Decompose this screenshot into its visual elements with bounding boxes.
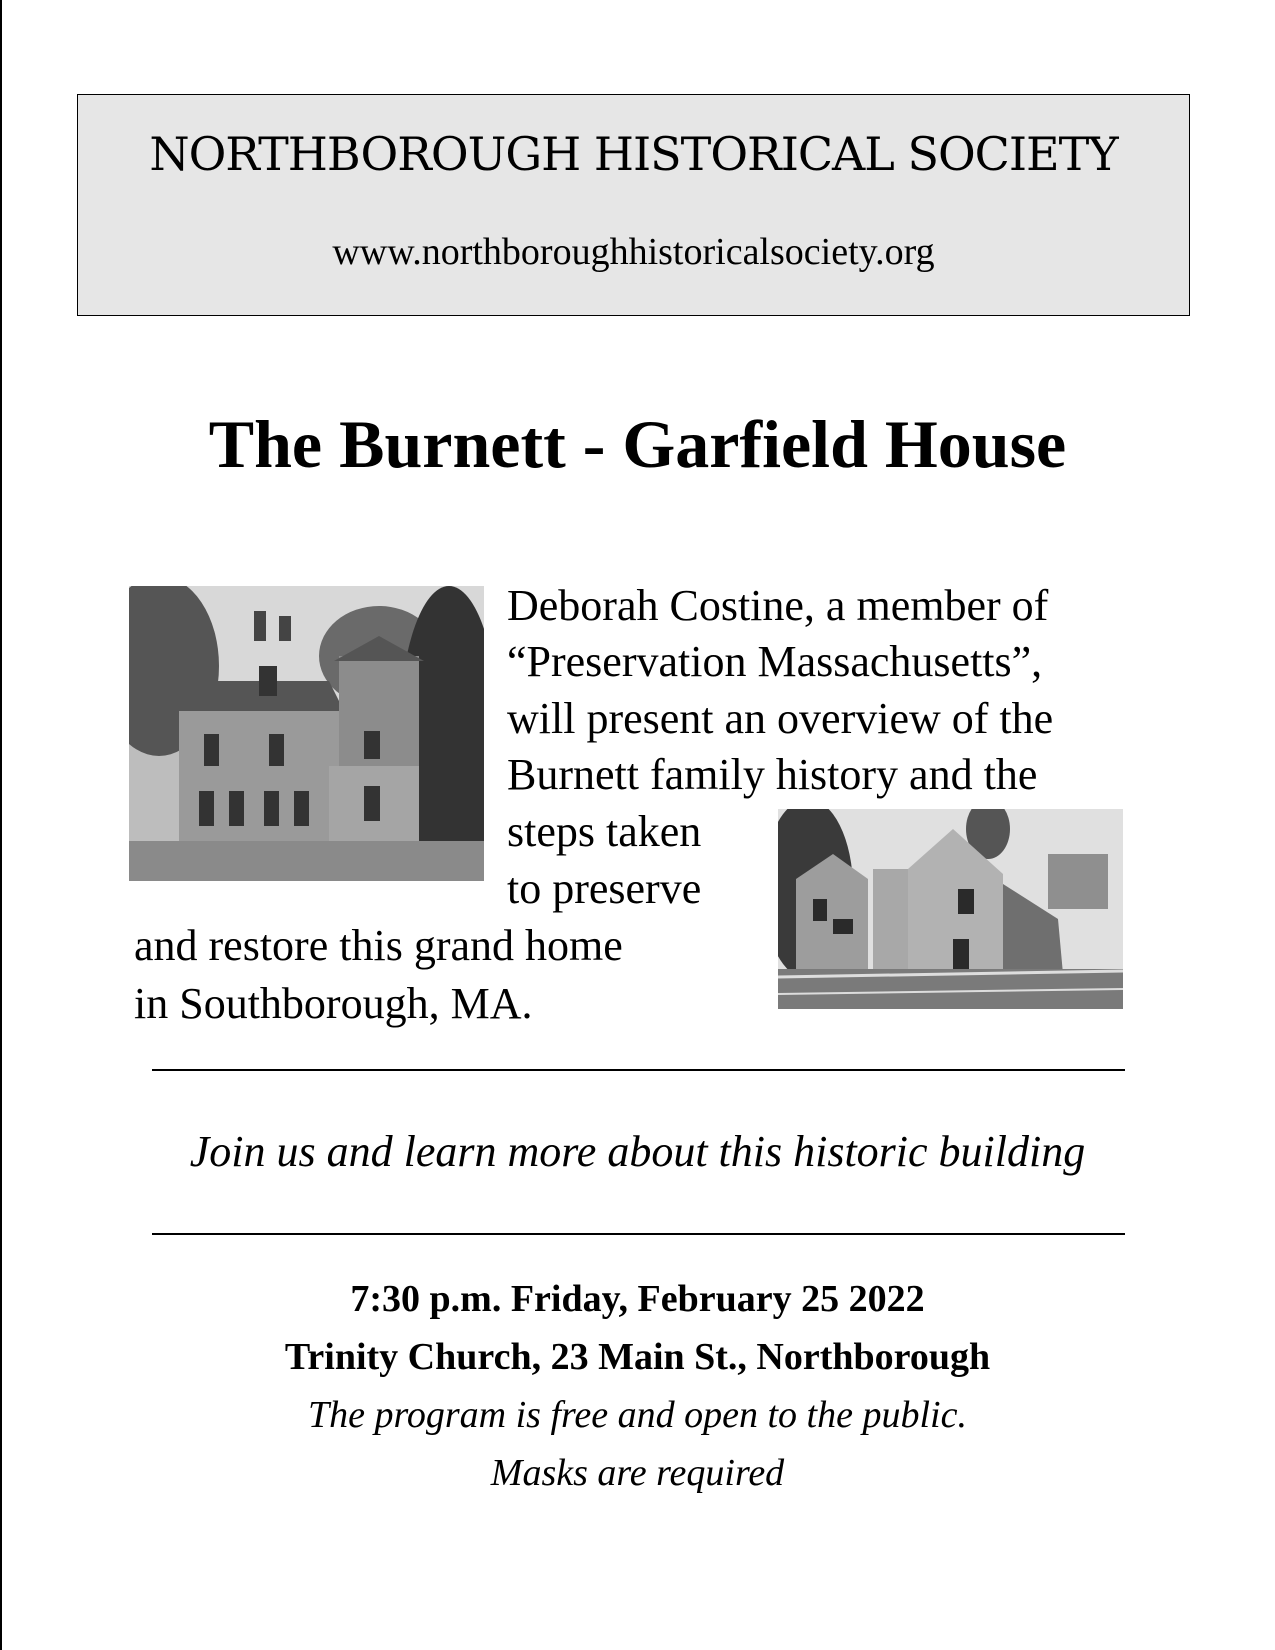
event-note: Masks are required xyxy=(490,1452,785,1494)
tagline: Join us and learn more about this historic building xyxy=(189,1127,1086,1176)
body-text-line: Deborah Costine, a member of xyxy=(507,581,1049,630)
body-text-line: “Preservation Massachusetts”, xyxy=(507,637,1043,686)
org-name: NORTHBOROUGH HISTORICAL SOCIETY xyxy=(149,127,1118,181)
body-text-line: will present an overview of the xyxy=(507,694,1054,743)
ruins-photo xyxy=(778,809,1123,1009)
house-photo xyxy=(129,586,484,881)
body-text-line: and restore this grand home xyxy=(134,921,623,970)
body-text-line: steps taken xyxy=(507,807,702,856)
body-text-line: in Southborough, MA. xyxy=(134,979,533,1028)
event-title: The Burnett - Garfield House xyxy=(208,406,1067,482)
header-box xyxy=(77,94,1190,316)
body-text-line: Burnett family history and the xyxy=(507,750,1038,799)
event-location: Trinity Church, 23 Main St., Northborough xyxy=(284,1336,991,1378)
event-note: The program is free and open to the public. xyxy=(308,1394,967,1436)
event-time-date: 7:30 p.m. Friday, February 25 2022 xyxy=(350,1278,925,1320)
divider xyxy=(152,1233,1125,1235)
body-text-line: to preserve xyxy=(507,864,702,913)
org-url: www.northboroughhistoricalsociety.org xyxy=(332,231,935,273)
divider xyxy=(152,1069,1125,1071)
